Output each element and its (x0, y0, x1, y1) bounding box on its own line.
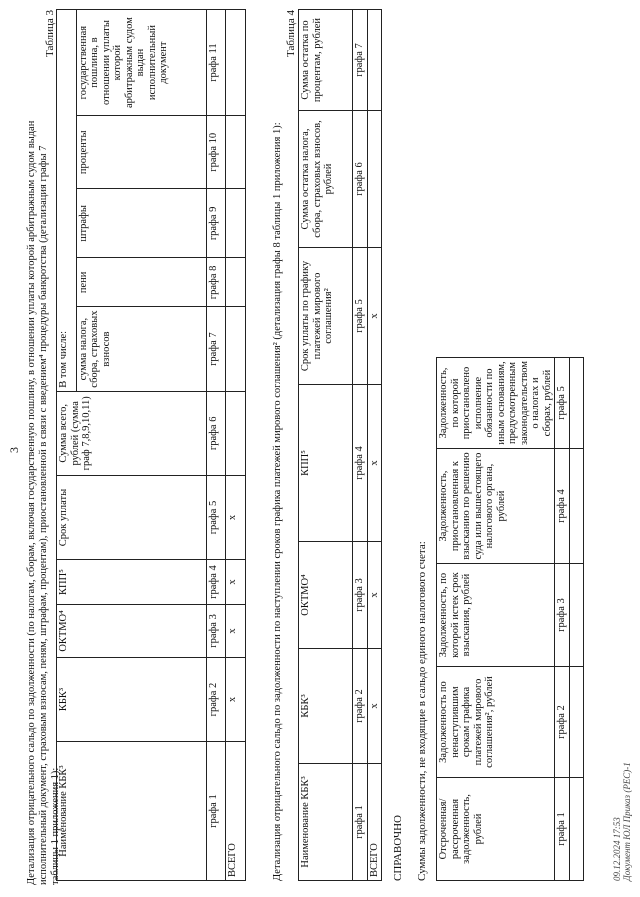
t4-h-kbk: КБК³ (299, 649, 353, 764)
intro-line-2: исполнительный документ, страховым взносам, пеням, штрафам, процентам), приостановленной в связи с введением⁴ процедуры банкротства (детализация графы 7 (38, 145, 49, 885)
intro-line-3: таблицы 1 приложения 1): (50, 767, 61, 885)
t4-h-remain-tax: Сумма остатка налога, сбора, страховых взносов, рублей (299, 111, 353, 248)
ref-h-5: Задолженность, по которой приостановлено исполнение обязанности по иным основаниям, предусмотренным законодательством о налогах и сборах, рублей (437, 358, 555, 449)
t3-col-6: графа 6 (206, 391, 226, 475)
t4-col-7: графа 7 (353, 10, 368, 111)
t3-col-10: графа 10 (206, 116, 226, 189)
t3-total-c6 (226, 391, 246, 475)
t4-col-6: графа 6 (353, 111, 368, 248)
t3-col-3: графа 3 (206, 604, 226, 657)
t4-col-5: графа 5 (353, 248, 368, 385)
reference-title: СПРАВОЧНО (392, 815, 404, 881)
ref-col-1: графа 1 (555, 778, 570, 881)
intro-line-1: Детализация отрицательного сальдо по задолженности (по налогам, сборам, включая государственную пошлину, в отношении уплаты которой арбитражным судом выдан (26, 120, 37, 885)
t3-total-c2: x (226, 657, 246, 741)
t4-total-c4: x (367, 385, 382, 542)
t3-h-kbk-name: Наименование КБК³ (57, 742, 207, 881)
t4-total-c2: x (367, 649, 382, 764)
footer-line-1: 09.12.2024 17:53 (612, 817, 622, 881)
t3-col-4: графа 4 (206, 560, 226, 605)
t3-col-8: графа 8 (206, 258, 226, 307)
t3-h-incl: В том числе: (57, 10, 77, 392)
t4-col-3: графа 3 (353, 542, 368, 649)
t3-h-total: Сумма всего, рублей (сумма граф 7,8,9,10,11) (57, 391, 207, 475)
reference-table (436, 357, 584, 881)
ref-col-4: графа 4 (555, 449, 570, 564)
t3-total-c5: x (226, 475, 246, 559)
t3-h-interest: проценты (76, 116, 206, 189)
t3-h-kpp: КПП⁵ (57, 560, 207, 605)
t4-h-kbk-name: Наименование КБК³ (299, 764, 353, 881)
t3-total-c11 (226, 10, 246, 116)
t3-h-fines: штрафы (76, 189, 206, 258)
ref-val-3 (569, 564, 583, 667)
t3-total-c10 (226, 116, 246, 189)
ref-h-2: Задолженность по ненаступившим срокам графика платежей мирового соглашения², рублей (437, 667, 555, 778)
table3-caption: Таблица 3 (44, 9, 56, 57)
t3-col-9: графа 9 (206, 189, 226, 258)
t3-h-due: Срок уплаты (57, 475, 207, 559)
ref-col-2: графа 2 (555, 667, 570, 778)
ref-col-5: графа 5 (555, 358, 570, 449)
t3-total-c4: x (226, 560, 246, 605)
ref-val-1 (569, 778, 583, 881)
t3-total-c9 (226, 189, 246, 258)
t4-total-c3: x (367, 542, 382, 649)
table3 (56, 9, 246, 881)
t4-h-oktmo: ОКТМО⁴ (299, 542, 353, 649)
footer-line-2: Документ ЮЛ Приказ (РЕС)-1 (622, 762, 632, 881)
intro2: Детализация отрицательного сальдо по задолженности по наступлении сроков графика платежей мирового соглашения² (детализация графы 8 таблицы 1 приложения 1): (272, 122, 283, 881)
t3-col-1: графа 1 (206, 742, 226, 881)
t3-h-duty: государственная пошлина, в отношении уплаты которой арбитражным судом выдан исполнительный документ (76, 10, 206, 116)
t3-h-kbk: КБК³ (57, 657, 207, 741)
t3-total-c8 (226, 258, 246, 307)
t4-col-4: графа 4 (353, 385, 368, 542)
t3-col-11: графа 11 (206, 10, 226, 116)
table4-caption: Таблица 4 (285, 9, 297, 57)
t4-total-c6 (367, 111, 382, 248)
t3-total-c3: x (226, 604, 246, 657)
ref-val-5 (569, 358, 583, 449)
t4-col-2: графа 2 (353, 649, 368, 764)
ref-h-4: Задолженность, приостановленная к взысканию по решению суда или вышестоящего налогового органа, рублей (437, 449, 555, 564)
t3-h-tax: сумма налога, сбора, страховых взносов (76, 307, 206, 391)
t3-h-peni: пени (76, 258, 206, 307)
table4 (298, 9, 382, 881)
t4-h-remain-int: Сумма остатка по процентам, рублей (299, 10, 353, 111)
t4-total-label: ВСЕГО (367, 764, 382, 881)
t3-col-2: графа 2 (206, 657, 226, 741)
t4-h-kpp: КПП⁵ (299, 385, 353, 542)
page-number: 3 (7, 447, 21, 453)
t4-h-due: Срок уплаты по графику платежей мирового соглашения² (299, 248, 353, 385)
t3-col-7: графа 7 (206, 307, 226, 391)
ref-val-2 (569, 667, 583, 778)
ref-col-3: графа 3 (555, 564, 570, 667)
t4-col-1: графа 1 (353, 764, 368, 881)
ref-h-1: Отсроченная/рассроченная задолженность, рублей (437, 778, 555, 881)
t4-total-c5: x (367, 248, 382, 385)
t3-total-label: ВСЕГО (226, 742, 246, 881)
ref-h-3: Задолженность, по которой истек срок взыскания, рублей (437, 564, 555, 667)
ref-val-4 (569, 449, 583, 564)
t4-total-c7 (367, 10, 382, 111)
t3-col-5: графа 5 (206, 475, 226, 559)
t3-h-oktmo: ОКТМО⁴ (57, 604, 207, 657)
t3-total-c7 (226, 307, 246, 391)
reference-subtitle: Суммы задолженности, не входящие в сальдо единого налогового счета: (416, 541, 428, 881)
